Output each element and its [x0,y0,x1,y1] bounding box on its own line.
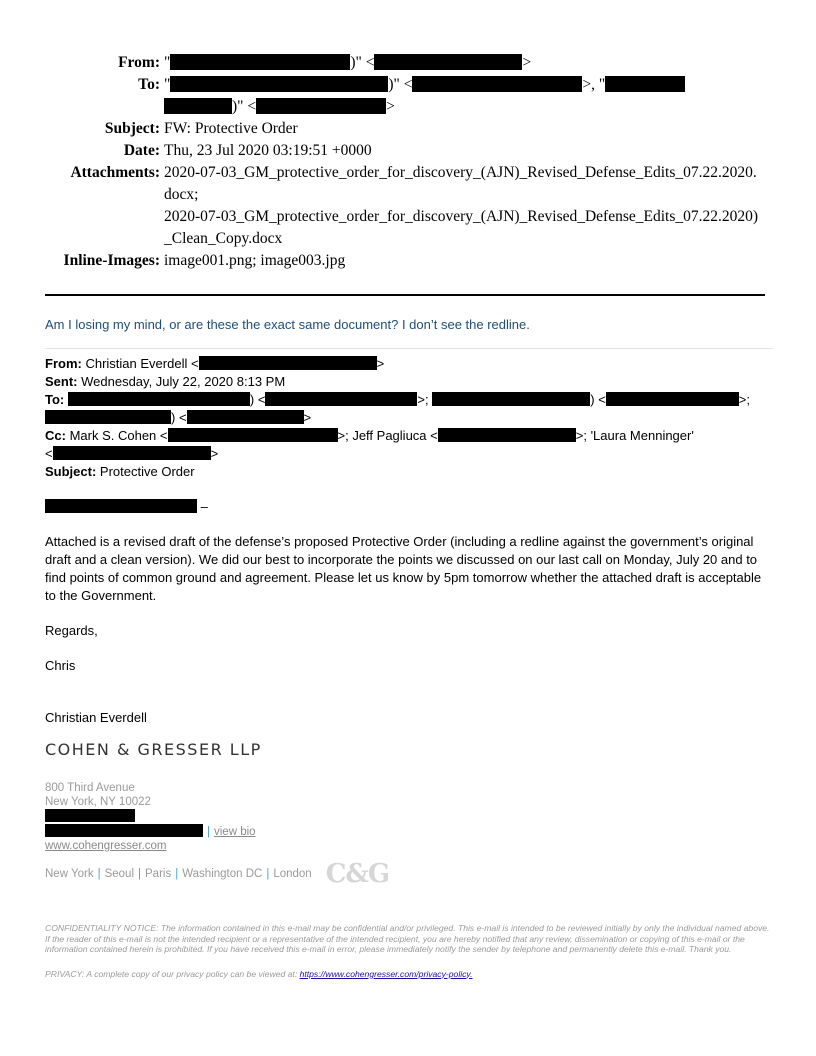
signature-address: 800 Third Avenue New York, NY 10022 | view bio www.cohengresser.com [45,781,773,853]
redaction [606,392,739,406]
office-name: Seoul [104,868,135,880]
inline-images-label: Inline-Images: [63,252,160,269]
redaction [412,76,582,92]
inline-images-value: image001.png; image003.jpg [164,252,346,269]
redaction [45,499,197,513]
fwd-from-label: From: [45,356,82,371]
signature-name: Christian Everdell [45,710,147,725]
email-body [45,316,773,983]
body-paragraph: Attached is a revised draft of the defense’s proposed Protective Order (including a redline against the government’s original draft and a clean version). We did our best to incorporate the points we discussed on our last call on Monday, July 20 and to find points of common ground and agreement. Please let us know by 5pm tomorrow whether the attached draft is acceptable to the Government. [45,534,762,603]
address-line: 800 Third Avenue [45,782,135,794]
redaction [187,410,304,424]
cc-name: Mark S. Cohen [69,428,157,443]
office-list: New York | Seoul | Paris | Washington DC | London C&G [45,859,390,889]
fwd-cc-label: Cc: [45,428,66,443]
redaction [605,76,685,92]
date-row [0,140,816,162]
fwd-subject-label: Subject: [45,464,97,479]
redaction [168,428,338,442]
message-divider [45,348,773,349]
attachment-link[interactable]: 2020-07-03_GM_protective_order_for_discovery_(AJN)_Revised_Defense_Edits_07.22.2020)_Clean_Copy.docx [164,208,759,247]
view-bio-link[interactable]: view bio [214,826,256,838]
office-name: London [273,868,312,880]
attachment-link[interactable]: 2020-07-03_GM_protective_order_for_discovery_(AJN)_Revised_Defense_Edits_07.22.2020.docx; [164,164,757,203]
subject-value: FW: Protective Order [164,120,298,137]
fwd-to-label: To: [45,392,65,407]
office-name: Washington DC [182,868,263,880]
signoff-text: Chris [45,658,76,673]
redaction [256,98,386,114]
privacy-notice [45,965,773,983]
firm-logo: COHEN & GRESSER LLP [45,740,262,759]
to-label: To: [138,76,160,93]
date-value: Thu, 23 Jul 2020 03:19:51 +0000 [164,142,372,159]
email-header [0,52,816,272]
redaction [53,446,211,460]
redaction [432,392,590,406]
from-label: From: [118,54,160,71]
date-label: Date: [123,142,160,159]
redaction [68,392,250,406]
to-row: To: " )" < >, " )" < > [0,74,816,118]
redaction [45,824,203,837]
website-link[interactable]: www.cohengresser.com [45,840,167,852]
regards-text: Regards, [45,623,98,638]
redaction [199,356,377,370]
cc-name: Jeff Pagliuca [352,428,427,443]
address-line: New York, NY 10022 [45,796,151,808]
redaction [45,410,171,424]
header-divider [45,294,765,296]
from-row: From: " )" < > [0,52,816,74]
fwd-from-name: Christian Everdell [85,356,188,371]
subject-label: Subject: [104,120,160,137]
fwd-subject-value: Protective Order [99,464,195,479]
reply-text: Am I losing my mind, or are these the exact same document? I don’t see the redline. [45,317,530,332]
redaction [374,54,522,70]
forwarded-header: From: Christian Everdell < > Sent: Wednesday, July 22, 2020 8:13 PM To: ) < >; ) < >; ) < > Cc: Mark S. Cohen < >; Jeff Pagliuca < >; 'Laura Menninger' < > Subject: Protective Order [45,356,751,479]
attachments-label: Attachments: [70,164,160,181]
redaction [164,98,232,114]
redaction [45,809,135,822]
cc-name: 'Laura Menninger' [590,428,694,443]
subject-row [0,118,816,140]
office-name: New York [45,868,94,880]
privacy-text: PRIVACY: A complete copy of our privacy policy can be viewed at: [45,968,298,979]
redaction [170,76,388,92]
greeting-dash: – [200,499,208,514]
cg-logo: C&G [325,859,390,889]
inline-images-row [0,250,816,272]
redaction [170,54,350,70]
redaction [438,428,576,442]
fwd-sent-value: Wednesday, July 22, 2020 8:13 PM [81,374,286,389]
attachments-row [0,162,816,250]
office-name: Paris [145,868,172,880]
confidentiality-notice: CONFIDENTIALITY NOTICE: The information contained in this e-mail may be confidential and/or privileged. This e-mail is intended to be reviewed initially by only the individual named above. If the reader of this e-mail is not the intended recipient or a representative of the intended recipient, you are hereby notified that any review, dissemination or copying of this e-mail or the information contained herein is prohibited. If you have received this e-mail in error, please immediately notify the sender by telephone and permanently delete this e-mail. Thank you. [45,923,770,954]
fwd-sent-label: Sent: [45,374,78,389]
redaction [265,392,417,406]
privacy-link[interactable]: https://www.cohengresser.com/privacy-policy. [299,968,473,979]
